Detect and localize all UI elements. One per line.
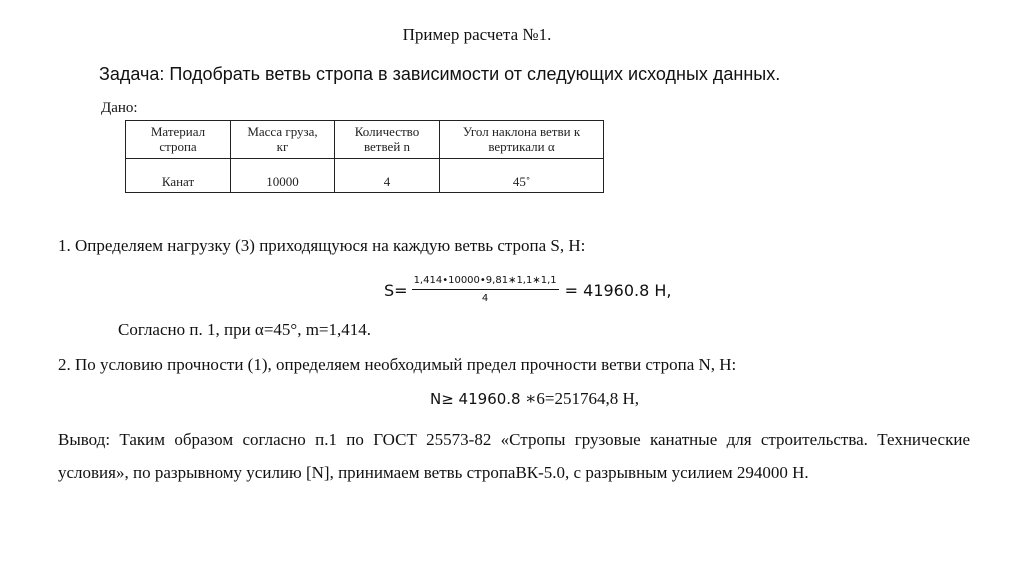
header-cell-count: Количество ветвей n <box>335 121 440 159</box>
formula-fraction <box>412 275 559 305</box>
note-coefficient: Согласно п. 1, при α=45°, m=1,414. <box>118 320 372 339</box>
given-label: Дано: <box>101 100 138 116</box>
header-cell-angle: Угол наклона ветви к вертикали α <box>440 121 604 159</box>
formula-numerator: 1,414•10000•9,81∗1,1∗1,1 <box>412 275 559 290</box>
formula-strength <box>430 389 639 409</box>
page-title: Пример расчета №1. <box>402 25 552 44</box>
table-header-row <box>126 121 604 159</box>
cell-material: Канат <box>126 159 231 193</box>
cell-angle: 45˚ <box>440 159 604 193</box>
step-2-text: 2. По условию прочности (1), определяем необходимый предел прочности ветви стропа N, Н: <box>58 355 737 374</box>
formula-load <box>384 270 672 310</box>
formula-denominator: 4 <box>481 293 489 304</box>
input-data-table <box>125 120 604 193</box>
formula-result: = 41960.8 Н, <box>564 280 672 300</box>
step-1-text: 1. Определяем нагрузку (3) приходящуюся на каждую ветвь стропа S, Н: <box>58 236 586 255</box>
formula-lhs: S= <box>384 280 408 300</box>
header-cell-mass: Масса груза, кг <box>231 121 335 159</box>
conclusion-paragraph <box>58 423 970 489</box>
task-statement: Задача: Подобрать ветвь стропа в зависимости от следующих исходных данных. <box>99 64 781 84</box>
table-row <box>126 159 604 193</box>
formula-strength-math: N≥ 41960.8 <box>430 390 521 408</box>
cell-count: 4 <box>335 159 440 193</box>
cell-mass: 10000 <box>231 159 335 193</box>
header-cell-material: Материал стропа <box>126 121 231 159</box>
formula-strength-rest: ∗6=251764,8 Н, <box>520 389 640 408</box>
conclusion-text: Вывод: Таким образом согласно п.1 по ГОСТ 25573-82 «Стропы грузовые канатные для строительства. Технические условия», по разрывному усилию [N], принимаем ветвь стропаВК-5.0, с разрывным усилием 294000 Н. <box>58 430 970 482</box>
